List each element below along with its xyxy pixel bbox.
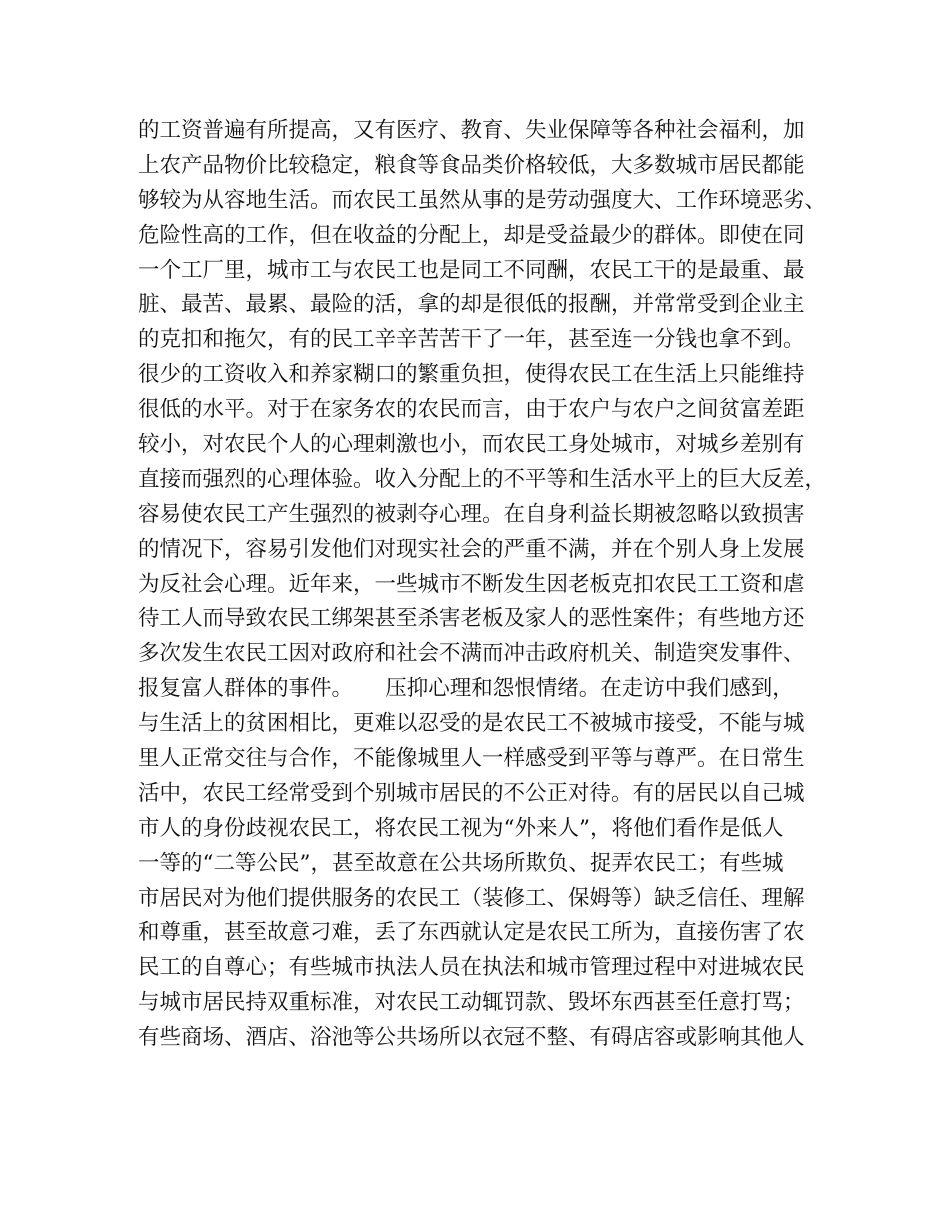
text-line: 有些商场、酒店、浴池等公共场所以衣冠不整、有碍店容或影响其他人	[138, 1025, 805, 1051]
text-line: 够较为从容地生活。而农民工虽然从事的是劳动强度大、工作环境恶劣、	[138, 187, 827, 213]
text-line: 市居民对为他们提供服务的农民工（装修工、保姆等）缺乏信任、理解	[138, 885, 805, 911]
text-line: 一个工厂里，城市工与农民工也是同工不同酬，农民工干的是最重、最	[138, 257, 805, 283]
text-line: 很低的水平。对于在家务农的农民而言，由于农户与农户之间贫富差距	[138, 397, 805, 423]
text-line: 与城市居民持双重标准，对农民工动辄罚款、毁坏东西甚至任意打骂；	[138, 990, 805, 1016]
text-line: 危险性高的工作，但在收益的分配上，却是受益最少的群体。即使在同	[138, 222, 805, 248]
text-line: 里人正常交往与合作，不能像城里人一样感受到平等与尊严。在日常生	[138, 746, 805, 772]
text-line: 与生活上的贫困相比，更难以忍受的是农民工不被城市接受，不能与城	[138, 711, 805, 737]
text-line: 多次发生农民工因对政府和社会不满而冲击政府机关、制造突发事件、	[138, 641, 805, 667]
text-line: 为反社会心理。近年来，一些城市不断发生因老板克扣农民工工资和虐	[138, 571, 805, 597]
text-line: 的工资普遍有所提高，又有医疗、教育、失业保障等各种社会福利，加	[138, 118, 805, 143]
text-line: 容易使农民工产生强烈的被剥夺心理。在自身利益长期被忽略以致损害	[138, 501, 805, 527]
text-line: 报复富人群体的事件。 压抑心理和怨恨情绪。在走访中我们感到，	[138, 676, 794, 702]
text-line: 待工人而导致农民工绑架甚至杀害老板及家人的恶性案件；有些地方还	[138, 606, 805, 632]
text-line: 上农产品物价比较稳定，粮食等食品类价格较低，大多数城市居民都能	[138, 152, 805, 178]
text-line: 市人的身份歧视农民工，将农民工视为“外来人”，将他们看作是低人	[138, 815, 784, 841]
text-line: 活中，农民工经常受到个别城市居民的不公正对待。有的居民以自己城	[138, 780, 805, 806]
text-line: 民工的自尊心；有些城市执法人员在执法和城市管理过程中对进城农民	[138, 955, 805, 981]
text-line: 较小，对农民个人的心理刺激也小，而农民工身处城市，对城乡差别有	[138, 432, 805, 458]
text-line: 很少的工资收入和养家糊口的繁重负担，使得农民工在生活上只能维持	[138, 362, 805, 388]
text-line: 和尊重，甚至故意刁难，丢了东西就认定是农民工所为，直接伤害了农	[138, 920, 805, 946]
text-line: 脏、最苦、最累、最险的活，拿的却是很低的报酬，并常常受到企业主	[138, 292, 805, 318]
body-text	[138, 114, 828, 1056]
text-line: 的克扣和拖欠，有的民工辛辛苦苦干了一年，甚至连一分钱也拿不到。	[138, 327, 805, 353]
text-line: 直接而强烈的心理体验。收入分配上的不平等和生活水平上的巨大反差，	[138, 466, 827, 492]
text-line: 一等的“二等公民”，甚至故意在公共场所欺负、捉弄农民工；有些城	[138, 850, 784, 876]
text-line: 的情况下，容易引发他们对现实社会的严重不满，并在个别人身上发展	[138, 536, 805, 562]
